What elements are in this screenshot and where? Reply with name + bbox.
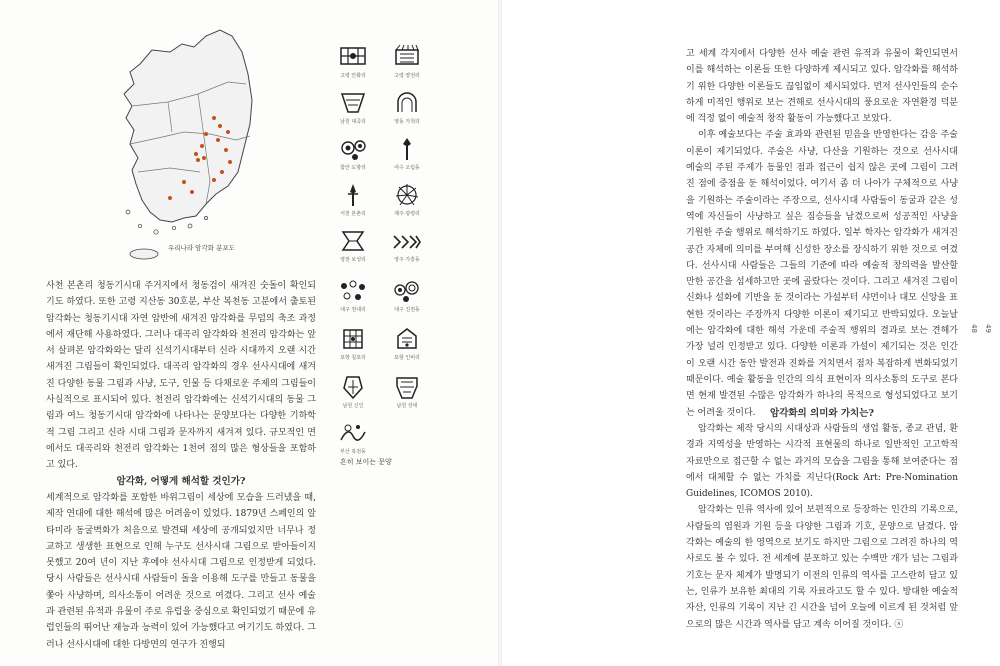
- left-section-text: [46, 490, 316, 653]
- motif-caption: 흔히 보이는 문양: [340, 458, 392, 466]
- page-number-right: 49: [984, 324, 992, 333]
- engraved-motif-icon: [392, 90, 422, 116]
- motif-item: [382, 326, 432, 361]
- motif-label: 영주 가흥동: [394, 257, 420, 263]
- right-body-text: [686, 46, 958, 421]
- korea-mainland-shape: [124, 30, 252, 222]
- motif-label: 대구 천내리: [340, 307, 366, 313]
- engraved-motif-icon: [338, 228, 368, 254]
- motif-item: [382, 228, 432, 263]
- motif-label: 대구 진천동: [394, 307, 420, 313]
- body-paragraph: 사천 본촌리 청동기시대 주거지에서 청동검이 새겨진 숫돌이 확인되기도 하였다. 또한 고령 지산동 30호분, 부산 복천동 고분에서 출토된 암각화는 청동기시대 자연 암반에 새겨진 암각화를 무덤의 축조 과정에서 재단해 사용하였다. 그러나 대곡리 암각화와 천전리 암각화는 앞서 살펴본 암각화와는 달리 신석기시대부터 신라 시대까지 오랜 시간 새겨진 그림들이 확인되었다. 대곡리 암각화의 경우 선사시대에 새겨진 다양한 동물 그림과 사냥, 도구, 인물 등 다채로운 주제의 그림들이 사실적으로 표시되어 있다. 천전리 암각화에는 신석기시대의 동물 그림과 여느 청동기시대 암각화에 나타나는 문양보다는 다양한 기하학적 그림 그리고 신라 시대 그림과 문자까지 새겨져 있다. 규모적인 면에서도 대곡리와 천전리 암각화는 1천여 점의 많은 형상들을 포함하고 있다.: [46, 281, 316, 471]
- motif-label: 고령 안화리: [340, 73, 366, 79]
- motif-label: 여수 오림동: [394, 165, 420, 171]
- motif-item: [328, 326, 378, 361]
- engraved-motif-icon: [392, 228, 422, 254]
- motif-label: 고령 양전리: [394, 73, 420, 79]
- section-heading: 암각화, 어떻게 해석할 것인가?: [116, 476, 246, 487]
- motif-item: [382, 278, 432, 313]
- motif-item: [328, 182, 378, 217]
- paragraph-2: 이후 예술보다는 주술 효과와 관련된 믿음을 반영한다는 감응 주술이론이 제기되었다. 주술은 사냥, 다산을 기원하는 것으로 선사시대 예술의 주된 주제가 동물인 점과 접근이 쉽지 않은 곳에 그림이 그려진 점에 중점을 둔 해석이었다. 여기서 좀 더 나아가 구체적으로 사냥을 기원하는 주술이라는 주장으로, 선사시대 사람들이 동굴과 같은 성역에 자신들이 사냥하고 싶은 짐승들을 남겼으로써 성공적인 사냥을 기원한 주술 행위로 해석하기도 하였다. 일부 학자는 암각화가 새겨진 공간 자체에 의미를 부여해 신성한 장소를 장식하기 위한 것으로 여겼다. 선사시대 사람들은 그들의 기준에 따라 예술적 창의력을 발산할 만한 공간을 섬세하고만 곳에 골랐다는 것이다. 그리고 새겨진 그림이 신화나 설화에 기반을 둔 것이라는 가설부터 샤먼이나 대모 신앙을 표현한 것이라는 주장까지 다양한 이론이 제기되고 반박되었다. 오늘날에는 암각화에 대한 해석 가운데 주술적 행위의 결과로 보는 견해가 가장 널리 인정받고 있다. 다양한 이론과 가설이 제기되는 것은 인간이 오랜 시간 동안 발전과 진화를 거치면서 점차 복잡하게 변화되었기 때문이다. 예술 활동을 인간의 의식 표현이자 의사소통의 도구로 본다면 현재 발견된 수많은 암각화가 하나의 목적으로 형성되었다고 보기는 어려울 것이다.: [686, 130, 958, 418]
- section-heading-2: 암각화의 의미와 가치는?: [770, 408, 874, 419]
- engraved-motif-icon: [338, 374, 368, 400]
- engraved-motif-icon: [338, 44, 368, 70]
- motif-item: [328, 278, 378, 313]
- section-paragraph: 세계적으로 암각화를 포함한 바위그림이 세상에 모습을 드러냈을 때, 제작 연대에 대한 해석에 많은 어려움이 있었다. 1879년 스페인의 알타미라 동굴벽화가 처음으로 발견돼 세상에 공개되었지만 너무나 정교하고 생생한 표현으로 인해 누구도 선사시대 그림으로 받아들이지 못했고 20여 년이 지난 후에야 선사시대 그림으로 인정받게 되었다. 당시 사람들은 선사시대 사람들이 돌을 이용해 도구를 만들고 동물을 쫓아 사냥하며, 의사소통이 어려운 것으로 여겼다. 그리고 선사 예술과 관련된 유적과 유물이 주로 유럽을 중심으로 확인되었기 때문에 유럽인들의 뛰어난 재능과 능력이 있어 가능했다고 여기기도 하였다. 그러나 선사시대에 대한 다방면의 연구가 진행되: [46, 493, 316, 650]
- engraved-motif-icon: [338, 420, 368, 446]
- motif-item: [328, 228, 378, 263]
- right-page: [500, 0, 1000, 666]
- engraved-motif-icon: [338, 90, 368, 116]
- engraved-motif-icon: [338, 326, 368, 352]
- engraved-motif-icon: [338, 136, 368, 162]
- motif-item: [382, 90, 432, 125]
- engraved-motif-icon: [338, 278, 368, 304]
- motif-label: 포항 칠포리: [340, 355, 366, 361]
- engraved-motif-icon: [392, 374, 422, 400]
- motif-label: 영천 보성리: [340, 257, 366, 263]
- motif-label: 제주 광령리: [394, 211, 420, 217]
- motif-item: [382, 44, 432, 79]
- motif-label: 영동 가척리: [394, 119, 420, 125]
- paragraph-3: 암각화는 제작 당시의 시대상과 사람들의 생업 활동, 종교 관념, 환경과 지역성을 반영하는 시각적 표현물의 하나로 일반적인 고고학적 자료만으로 접근할 수 없는 과거의 모습을 그림을 통해 보여준다는 점에서 대체할 수 없는 가치를 지닌다(Rock Art: Pre-Nomination Guidelines, ICOMOS 2010).: [686, 424, 958, 500]
- motif-item: [382, 136, 432, 171]
- engraved-motif-icon: [392, 326, 422, 352]
- map-caption: 우리나라 암각화 분포도: [168, 244, 235, 252]
- motif-item: [382, 182, 432, 217]
- engraved-motif-icon: [392, 136, 422, 162]
- motif-label: 남원 상대: [396, 403, 418, 409]
- engraved-motif-icon: [338, 182, 368, 208]
- engraved-motif-icon: [392, 44, 422, 70]
- motif-label: 서천 본촌리: [340, 211, 366, 217]
- motif-label: 남원 신인: [342, 403, 364, 409]
- left-body-text: [46, 278, 316, 474]
- motif-label: 함안 도항리: [340, 165, 366, 171]
- jeju-island: [130, 249, 158, 259]
- motif-item: [328, 374, 378, 409]
- motif-label: 남원 대곡리: [340, 119, 366, 125]
- korea-distribution-map: [110, 22, 300, 262]
- motif-item: [328, 136, 378, 171]
- motif-label: 포항 인비리: [394, 355, 420, 361]
- paragraph-4: 암각화는 인류 역사에 있어 보편적으로 등장하는 인간의 기록으로, 사람들의 염원과 기원 등을 다양한 그림과 기호, 문양으로 남겼다. 암각화는 예술의 한 영역으로 보기도 하지만 그림으로 그려진 하나의 역사로도 볼 수 있다. 전 세계에 분포하고 있는 수백만 개가 넘는 그림과 기호는 문자 체계가 발명되기 이전의 인류의 역사를 고스란히 담고 있는, 인류가 보유한 최대의 기록 자료라고도 할 수 있다. 방대한 예술적 자산, 인류의 기록이 지난 긴 시간을 넘어 오늘에 이르게 된 것처럼 앞으로의 많은 시간과 역사를 담고 계속 이어질 것이다. ⓢ: [686, 505, 958, 630]
- engraved-motif-icon: [392, 278, 422, 304]
- engraved-motif-icon: [392, 182, 422, 208]
- motif-item: [328, 420, 378, 455]
- right-section-text: [686, 421, 958, 633]
- page-number-left: 48: [970, 324, 978, 333]
- motif-item: [328, 90, 378, 125]
- motif-item: [382, 374, 432, 409]
- motif-label: 부산 복천동: [340, 449, 366, 455]
- paragraph-1: 고 세계 각지에서 다양한 선사 예술 관련 유적과 유물이 확인되면서 이를 해석하는 이론들 또한 다양하게 제시되고 있다. 암각화를 해석하기 위한 다양한 이론들도 끊임없이 제시되었다. 먼저 선사인들의 순수하게 미적인 행위로 보는 견해로 선사시대의 풍요로운 자연환경 덕분에 걱정 없이 예술적 창작 활동이 가능했다고 보았다.: [686, 49, 958, 125]
- motif-item: [328, 44, 378, 79]
